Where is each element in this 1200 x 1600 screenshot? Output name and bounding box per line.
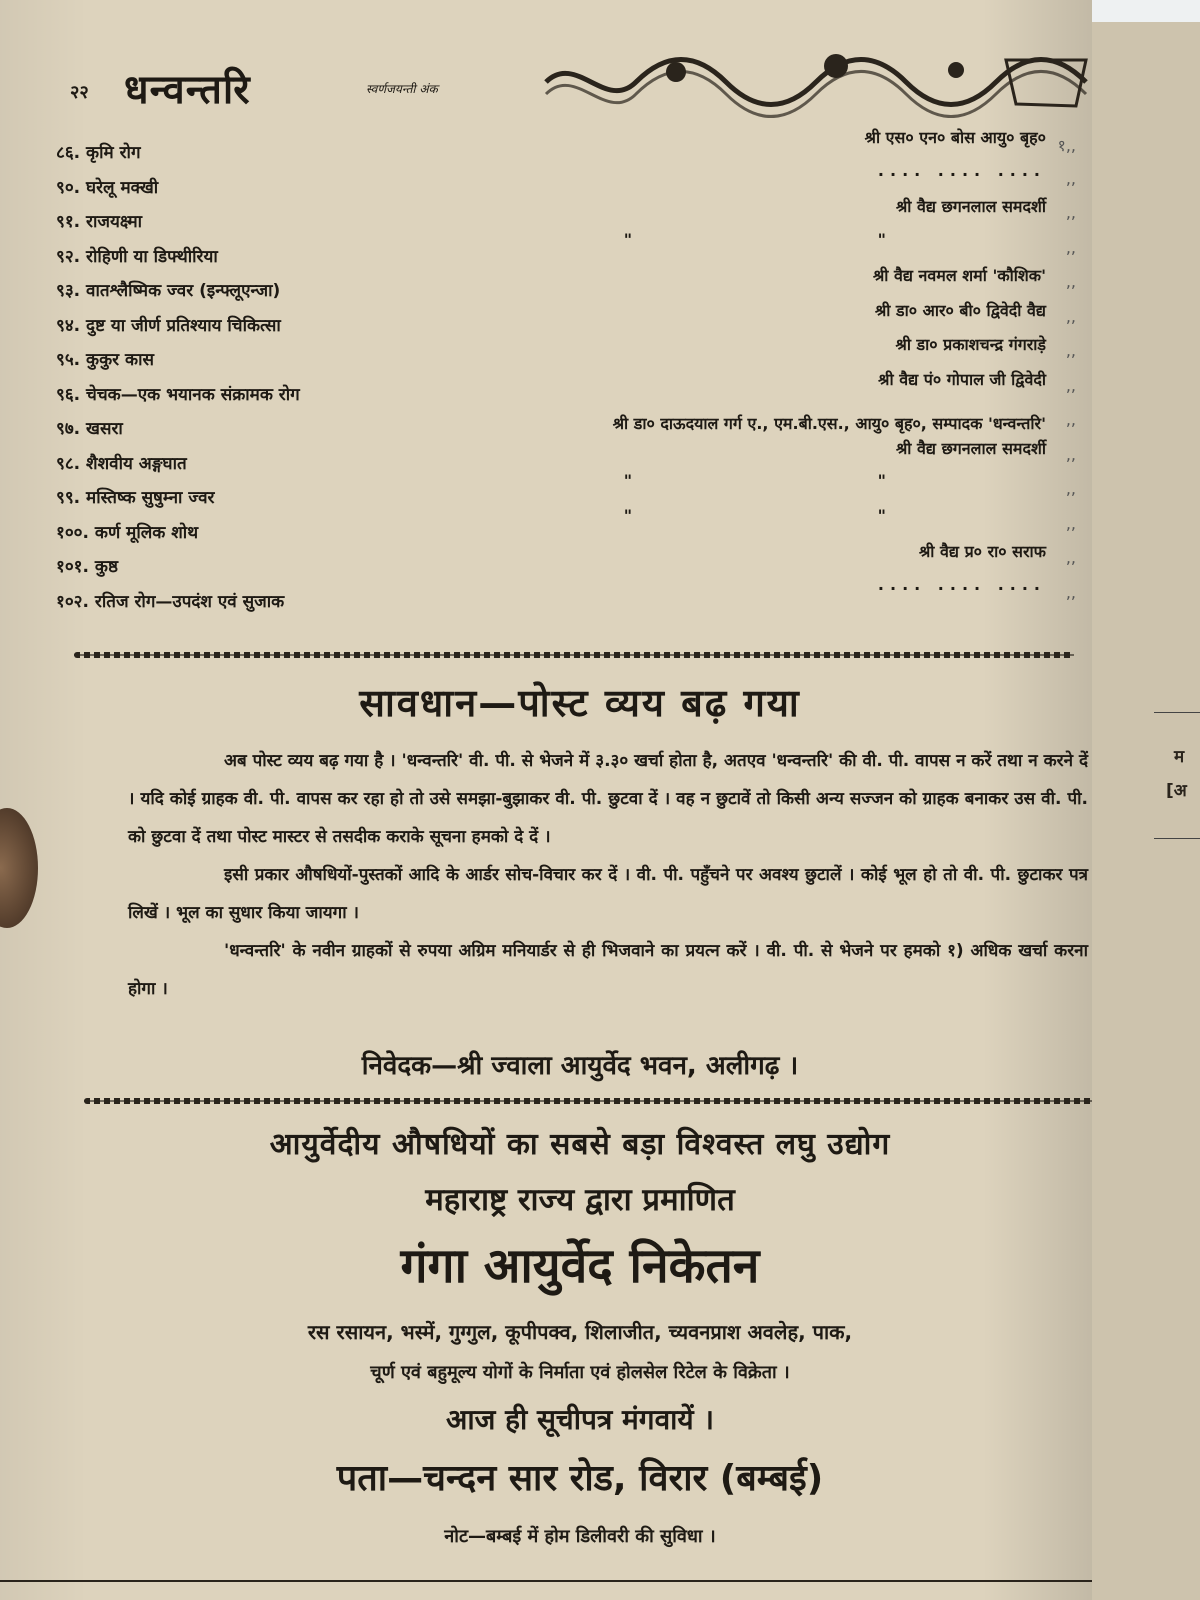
page-ref: ,, bbox=[1065, 237, 1076, 257]
notice-heading: सावधान—पोस्ट व्यय बढ़ गया bbox=[359, 681, 801, 725]
adjacent-text-fragment: [अ bbox=[1166, 781, 1187, 801]
adjacent-rule bbox=[1154, 712, 1200, 713]
article-author: श्री वैद्य छगनलाल समदर्शी bbox=[895, 438, 1046, 458]
adjacent-rule bbox=[1154, 838, 1200, 839]
section-divider bbox=[84, 1098, 1092, 1104]
article-title: ९९. मस्तिष्क सुषुम्ना ज्वर bbox=[56, 488, 215, 508]
notice-paragraph: इसी प्रकार औषधियों-पुस्तकों आदि के आर्डर सोच-विचार कर दें । वी. पी. पहुँचने पर अवश्य छुटालें । कोई भूल हो तो वी. पी. छुटाकर पत्र लिखें । भूल का सुधार किया जायगा । bbox=[128, 865, 1088, 923]
article-title: ९६. चेचक—एक भयानक संक्रामक रोग bbox=[56, 384, 300, 405]
ad-catalog-line: आज ही सूचीपत्र मंगवायें । bbox=[445, 1403, 714, 1436]
adjacent-page bbox=[1092, 0, 1200, 1600]
article-author: श्री वैद्य पं० गोपाल जी द्विवेदी bbox=[878, 369, 1046, 389]
page-number: २२ bbox=[70, 82, 89, 103]
page-ref: ,, bbox=[1065, 444, 1076, 464]
ad-tagline: आयुर्वेदीय औषधियों का सबसे बड़ा विश्वस्त लघु उद्योग bbox=[269, 1127, 891, 1162]
page-ref: ,, bbox=[1065, 548, 1076, 567]
article-author: श्री डा० प्रकाशचन्द्र गंगराड़े bbox=[895, 335, 1046, 354]
article-index bbox=[56, 128, 1086, 619]
page-ref: १,, bbox=[1057, 136, 1076, 155]
ad-note: नोट—बम्बई में होम डिलीवरी की सुविधा । bbox=[444, 1526, 716, 1547]
article-title: ९२. रोहिणी या डिफ्थीरिया bbox=[56, 246, 218, 267]
article-author: " " bbox=[623, 505, 1006, 525]
page-ref: ,, bbox=[1065, 513, 1076, 533]
notice-body bbox=[128, 742, 1088, 1008]
article-title: ८६. कृमि रोग bbox=[56, 143, 141, 163]
page-ref: ,, bbox=[1065, 203, 1076, 222]
decorative-banner-icon bbox=[536, 42, 1092, 118]
adjacent-text-fragment: म bbox=[1174, 747, 1185, 767]
article-title: ९५. कुकुर कास bbox=[56, 350, 154, 370]
index-row bbox=[56, 574, 1086, 620]
article-author: .... .... .... bbox=[877, 160, 1046, 180]
page-header bbox=[60, 64, 1080, 124]
article-title: ९८. शैशवीय अङ्गघात bbox=[56, 453, 187, 474]
article-title: ९४. दुष्ट या जीर्ण प्रतिश्याय चिकित्सा bbox=[56, 315, 281, 336]
article-title: १०२. रतिज रोग—उपदंश एवं सुजाक bbox=[56, 591, 285, 612]
article-author: श्री एस० एन० बोस आयु० बृह० bbox=[864, 128, 1046, 147]
page-ref: ,, bbox=[1065, 272, 1076, 291]
ad-company-name: गंगा आयुर्वेद निकेतन bbox=[400, 1238, 760, 1294]
page-ref: ,, bbox=[1065, 168, 1076, 188]
index-row bbox=[56, 369, 1086, 413]
article-author: श्री वैद्य प्र० रा० सराफ bbox=[918, 542, 1046, 561]
notice-signature: निवेदक—श्री ज्वाला आयुर्वेद भवन, अलीगढ़ । bbox=[361, 1051, 799, 1081]
page-ref: ,, bbox=[1065, 306, 1076, 326]
section-divider bbox=[74, 652, 1074, 658]
article-author: श्री वैद्य नवमल शर्मा 'कौशिक' bbox=[872, 266, 1046, 285]
article-title: १००. कर्ण मूलिक शोथ bbox=[56, 522, 199, 543]
article-title: ९३. वातश्लैष्मिक ज्वर (इन्फ्लूएन्जा) bbox=[56, 281, 281, 301]
article-title: ९०. घरेलू मक्खी bbox=[56, 177, 159, 198]
magazine-title: धन्वन्तरि bbox=[124, 66, 251, 113]
ad-maker-line: चूर्ण एवं बहुमूल्य योगों के निर्माता एवं होलसेल रिटेल के विक्रेता । bbox=[370, 1362, 790, 1383]
article-title: १०१. कुष्ठ bbox=[56, 557, 118, 577]
article-title: ९१. राजयक्ष्मा bbox=[56, 212, 143, 232]
notice-paragraph: अब पोस्ट व्यय बढ़ गया है । 'धन्वन्तरि' वी. पी. से भेजने में ३.३० खर्चा होता है, अतएव 'धन्वन्तरि' की वी. पी. वापस न करें तथा न करने दें । यदि कोई ग्राहक वी. पी. वापस कर रहा हो तो उसे समझा-बुझाकर वी. पी. छुटवा दें । वह न छुटावें तो किसी अन्य सज्जन को ग्राहक बनाकर उस वी. पी. को छुटवा दें तथा पोस्ट मास्टर से तसदीक कराके सूचना हमको दे दें । bbox=[128, 751, 1088, 847]
article-author: " " bbox=[623, 229, 1006, 249]
notice-paragraph: 'धन्वन्तरि' के नवीन ग्राहकों से रुपया अग्रिम मनियार्डर से ही भिजवाने का प्रयत्न करें । वी. पी. से भेजने पर हमको १) अधिक खर्चा करना होगा । bbox=[128, 941, 1088, 999]
ad-products: रस रसायन, भस्में, गुग्गुल, कूपीपक्व, शिलाजीत, च्यवनप्राश अवलेह, पाक, bbox=[307, 1320, 853, 1344]
ad-address: पता—चन्दन सार रोड, विरार (बम्बई) bbox=[336, 1458, 824, 1499]
page-ref: ,, bbox=[1065, 410, 1076, 429]
page-ref: ,, bbox=[1065, 341, 1076, 360]
reader-thumb bbox=[0, 808, 38, 928]
article-author: .... .... .... bbox=[877, 574, 1046, 594]
bottom-rule bbox=[0, 1580, 1092, 1582]
article-title: ९७. खसरा bbox=[56, 419, 123, 439]
issue-tag: स्वर्णजयन्ती अंक bbox=[366, 82, 438, 96]
page-ref: ,, bbox=[1065, 375, 1076, 395]
article-author: " " bbox=[623, 471, 1006, 490]
background-strip bbox=[1092, 0, 1200, 22]
page-ref: ,, bbox=[1065, 582, 1076, 602]
ad-certification: महाराष्ट्र राज्य द्वारा प्रमाणित bbox=[425, 1182, 735, 1218]
article-author: श्री डा० दाऊदयाल गर्ग ए., एम.बी.एस., आयु० बृह०, सम्पादक 'धन्वन्तरि' bbox=[612, 414, 1046, 433]
article-author: श्री वैद्य छगनलाल समदर्शी bbox=[895, 197, 1046, 216]
article-author: श्री डा० आर० बी० द्विवेदी वैद्य bbox=[874, 300, 1046, 320]
page-ref: ,, bbox=[1065, 479, 1076, 498]
